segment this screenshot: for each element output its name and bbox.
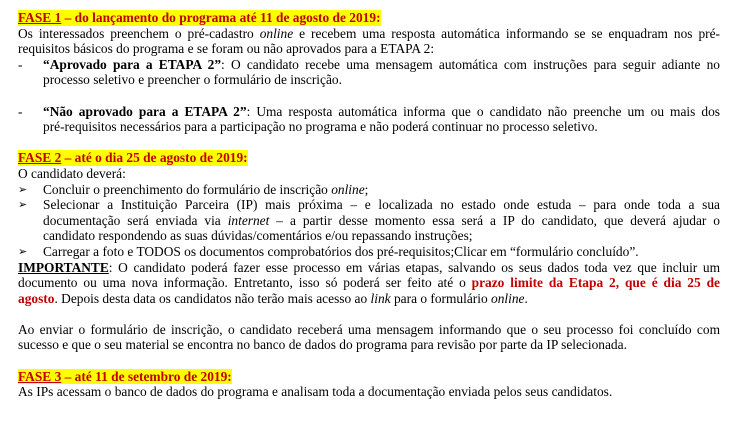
document bbox=[18, 10, 720, 400]
phase1-intro-line1 bbox=[18, 26, 720, 42]
phase2-bullet-3 bbox=[18, 244, 720, 260]
phase1-label: FASE 1 bbox=[18, 10, 62, 25]
phase1-heading bbox=[18, 10, 720, 26]
important-line3 bbox=[18, 291, 720, 307]
important-line1 bbox=[18, 260, 720, 276]
not-approved-text: : Uma resposta automática informa que o candidato não preenche um ou mais dos bbox=[246, 103, 720, 119]
after-submit-line2: sucesso e que o seu material se encontra no banco de dados do programa para revisão por parte da IP selecionada. bbox=[18, 337, 627, 353]
phase1-intro-online: online bbox=[259, 25, 294, 41]
approved-line1 bbox=[43, 57, 720, 73]
bullet3-text: Carregar a foto e TODOS os documentos comprobatórios dos pré-requisitos;Clicar em “formulário concluído”. bbox=[43, 243, 639, 259]
important-text-2a: documento ou uma nova informação. Entretanto, isso só poderá ser feito até o bbox=[18, 275, 472, 291]
phase3-highlight bbox=[18, 369, 232, 385]
deadline-highlight-1: prazo limite da Etapa 2, que é dia 25 de bbox=[471, 275, 720, 291]
bullet2-line2 bbox=[43, 213, 720, 229]
bullet1-text-a: Concluir o preenchimento do formulário de inscrição bbox=[43, 181, 332, 197]
important-link-word: link bbox=[370, 290, 391, 306]
important-line2 bbox=[18, 275, 720, 291]
phase2-intro: O candidato deverá: bbox=[18, 165, 126, 181]
phase3-heading bbox=[18, 369, 720, 385]
bullet2-text-b: – a partir desse momento essa será a IP do candidato, que deverá ajudar o bbox=[269, 212, 720, 228]
arrowhead-icon: ➢ bbox=[18, 182, 28, 196]
phase3-rest: – até 11 de setembro de 2019: bbox=[61, 368, 232, 384]
phase1-rest: – do lançamento do programa até 11 de agosto de 2019: bbox=[61, 10, 381, 25]
phase1-highlight bbox=[18, 10, 381, 26]
bullet1-text-b: ; bbox=[364, 181, 369, 197]
important-text-3a: . Depois desta data os candidatos não terão mais acesso ao bbox=[54, 290, 371, 306]
bullet1-online: online bbox=[331, 181, 365, 197]
dash-marker: - bbox=[18, 103, 23, 119]
arrowhead-icon: ➢ bbox=[18, 244, 28, 258]
bullet2-line1: Selecionar a Instituição Parceira (IP) mais próxima – e localizada no estado onde estuda – para onde toda a sua bbox=[43, 197, 720, 213]
phase1-intro-line2: requisitos básicos do programa e se foram ou não aprovados para a ETAPA 2: bbox=[18, 41, 435, 57]
important-online-word: online bbox=[491, 290, 525, 306]
not-approved-title: “Não aprovado para a ETAPA 2” bbox=[43, 103, 247, 119]
bullet2-internet: internet bbox=[227, 212, 270, 228]
bullet2-text-a: documentação será enviada via bbox=[43, 212, 228, 228]
after-submit-line1: Ao enviar o formulário de inscrição, o candidato receberá uma mensagem informando que o seu processo foi concluído com bbox=[18, 321, 720, 337]
approved-title: “Aprovado para a ETAPA 2” bbox=[43, 56, 222, 72]
not-approved-line2: pré-requisitos necessários para a participação no programa e não poderá continuar no processo seletivo. bbox=[43, 119, 598, 135]
phase3-label: FASE 3 bbox=[18, 368, 62, 384]
phase1-approved-item bbox=[18, 57, 720, 88]
phase2-highlight bbox=[18, 150, 248, 166]
phase3-text: As IPs acessam o banco de dados do programa e analisam toda a documentação enviada pelos seus candidatos. bbox=[18, 384, 613, 400]
important-text-a: : O candidato poderá fazer esse processo em várias etapas, salvando os seus dados toda vez que incluir um bbox=[108, 259, 720, 275]
approved-line2: processo seletivo e preencher o formulário de inscrição. bbox=[43, 72, 342, 88]
not-approved-line1 bbox=[43, 104, 720, 120]
important-text-3b: para o formulário bbox=[390, 290, 492, 306]
phase1-not-approved-item bbox=[18, 104, 720, 135]
phase2-label: FASE 2 bbox=[18, 150, 62, 166]
important-text-3c: . bbox=[524, 290, 528, 306]
approved-text: : O candidato recebe uma mensagem automática com instruções para seguir adiante no bbox=[221, 56, 720, 72]
phase2-heading bbox=[18, 150, 720, 166]
phase2-rest: – até o dia 25 de agosto de 2019: bbox=[61, 150, 248, 166]
bullet2-line3: candidato respondendo as suas dúvidas/comentários e/ou repassando instruções; bbox=[43, 228, 473, 244]
important-label: IMPORTANTE bbox=[18, 259, 109, 275]
phase2-bullet-1 bbox=[18, 182, 720, 198]
deadline-highlight-2: agosto bbox=[18, 290, 55, 306]
phase1-intro-b: e recebem uma resposta automática informando se se enquadram nos pré- bbox=[293, 25, 721, 41]
arrowhead-icon: ➢ bbox=[18, 198, 28, 212]
phase2-bullet-2 bbox=[18, 197, 720, 244]
dash-marker: - bbox=[18, 56, 23, 72]
phase1-intro-a: Os interessados preenchem o pré-cadastro bbox=[18, 25, 260, 41]
